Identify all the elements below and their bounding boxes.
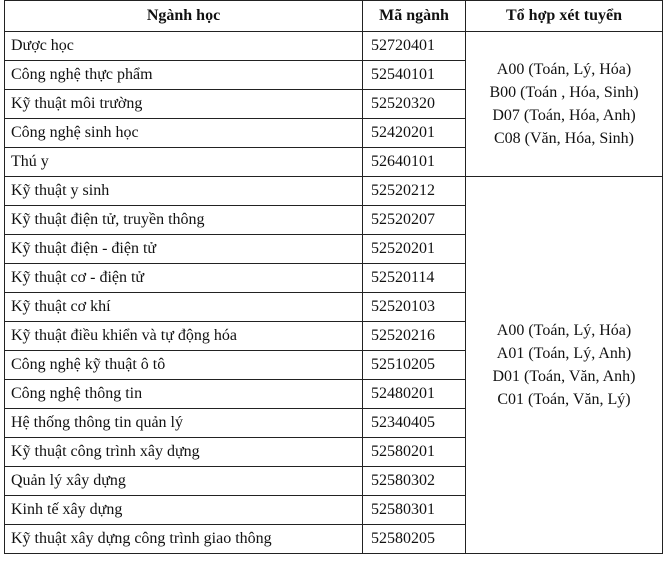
major-name: Kỹ thuật điện tử, truyền thông xyxy=(5,206,363,235)
header-row xyxy=(5,1,663,32)
major-name: Công nghệ thực phẩm xyxy=(5,61,363,90)
major-name: Kỹ thuật công trình xây dựng xyxy=(5,438,363,467)
combination-cell-group2 xyxy=(466,177,663,554)
major-code: 52720401 xyxy=(363,32,466,61)
major-name: Kỹ thuật xây dựng công trình giao thông xyxy=(5,525,363,554)
combination-cell-group1 xyxy=(466,32,663,177)
major-name: Công nghệ sinh học xyxy=(5,119,363,148)
major-code: 52510205 xyxy=(363,351,466,380)
major-code: 52520320 xyxy=(363,90,466,119)
major-name: Dược học xyxy=(5,32,363,61)
major-name: Công nghệ kỹ thuật ô tô xyxy=(5,351,363,380)
admission-table xyxy=(4,0,663,554)
major-name: Kỹ thuật điều khiển và tự động hóa xyxy=(5,322,363,351)
major-code: 52640101 xyxy=(363,148,466,177)
major-name: Kỹ thuật y sinh xyxy=(5,177,363,206)
major-code: 52480201 xyxy=(363,380,466,409)
combination-item: C08 (Văn, Hóa, Sinh) xyxy=(494,130,634,147)
combination-item: C01 (Toán, Văn, Lý) xyxy=(497,391,631,408)
major-name: Kỹ thuật cơ khí xyxy=(5,293,363,322)
major-code: 52520212 xyxy=(363,177,466,206)
combination-item: B00 (Toán , Hóa, Sinh) xyxy=(489,84,639,101)
major-code: 52520103 xyxy=(363,293,466,322)
major-name: Kỹ thuật môi trường xyxy=(5,90,363,119)
combination-item: D01 (Toán, Văn, Anh) xyxy=(492,368,636,385)
header-code: Mã ngành xyxy=(363,1,466,32)
major-code: 52540101 xyxy=(363,61,466,90)
major-code: 52340405 xyxy=(363,409,466,438)
major-code: 52520201 xyxy=(363,235,466,264)
major-code: 52580201 xyxy=(363,438,466,467)
major-name: Kinh tế xây dựng xyxy=(5,496,363,525)
table-row xyxy=(5,32,663,61)
combination-item: A00 (Toán, Lý, Hóa) xyxy=(496,322,632,339)
major-name: Quản lý xây dựng xyxy=(5,467,363,496)
major-name: Thú y xyxy=(5,148,363,177)
combination-item: D07 (Toán, Hóa, Anh) xyxy=(492,107,636,124)
major-name: Kỹ thuật cơ - điện tử xyxy=(5,264,363,293)
header-major: Ngành học xyxy=(5,1,363,32)
major-name: Kỹ thuật điện - điện tử xyxy=(5,235,363,264)
major-name: Hệ thống thông tin quản lý xyxy=(5,409,363,438)
combination-item: A01 (Toán, Lý, Anh) xyxy=(496,345,632,362)
combination-item: A00 (Toán, Lý, Hóa) xyxy=(496,61,632,78)
major-code: 52580205 xyxy=(363,525,466,554)
major-name: Công nghệ thông tin xyxy=(5,380,363,409)
major-code: 52420201 xyxy=(363,119,466,148)
major-code: 52520114 xyxy=(363,264,466,293)
header-combination: Tổ hợp xét tuyển xyxy=(466,1,663,32)
major-code: 52520216 xyxy=(363,322,466,351)
major-code: 52580301 xyxy=(363,496,466,525)
major-code: 52520207 xyxy=(363,206,466,235)
major-code: 52580302 xyxy=(363,467,466,496)
table-row xyxy=(5,177,663,206)
